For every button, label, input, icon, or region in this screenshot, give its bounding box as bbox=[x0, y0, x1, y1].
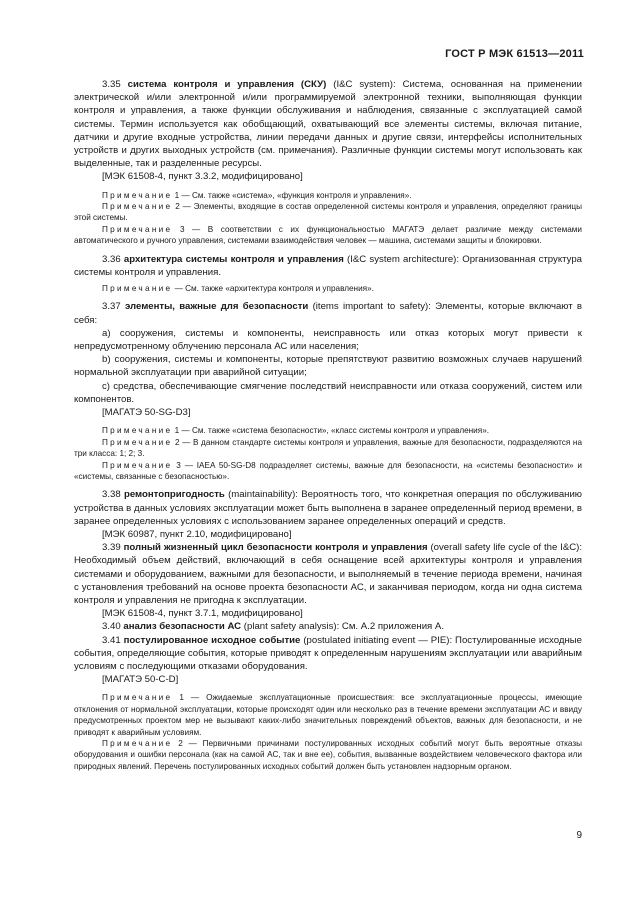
note: Примечание 2 — Элементы, входящие в состав определенной системы контроля и управления, определяют границы этой системы. bbox=[74, 202, 582, 223]
note: Примечание 1 — См. также «система безопасности», «класс системы контроля и управления». bbox=[102, 426, 490, 436]
term: система контроля и управления (СКУ) bbox=[127, 79, 327, 90]
source-reference: [МАГАТЭ 50-C-D] bbox=[102, 674, 179, 686]
definition-text: (items important to safety): Элементы, которые включают в себя: bbox=[74, 301, 583, 326]
page-number: 9 bbox=[576, 830, 582, 841]
term: ремонтопригодность bbox=[123, 489, 225, 501]
list-item-b: b) сооружения, системы и компоненты, которые препятствуют развитию возможных случаев нарушений нормальной эксплуатации при аварийной ситуации; bbox=[74, 354, 582, 379]
source-reference: [МЭК 60987, пункт 2.10, модифицировано] bbox=[102, 528, 292, 540]
clause-number: 3.38 bbox=[102, 489, 121, 501]
definition-3-38 bbox=[74, 488, 582, 528]
note: Примечание 3 — IAEA 50-SG-D8 подразделяет системы, важные для безопасности, на «системы безопасности» и «системы, связанные с безопасностью». bbox=[74, 460, 582, 481]
note: Примечание 1 — См. также «система», «функция контроля и управления». bbox=[102, 190, 412, 200]
clause-number: 3.37 bbox=[102, 301, 121, 313]
definition-3-35 bbox=[74, 78, 582, 170]
definition-text: (plant safety analysis): См. А.2 приложения А. bbox=[243, 621, 444, 633]
definition-text: (I&C system architecture): Организованная структура системы контроля и управления. bbox=[74, 253, 582, 278]
source-reference: [МАГАТЭ 50-SG-D3] bbox=[102, 407, 191, 419]
clause-number: 3.41 bbox=[102, 634, 121, 646]
clause-number: 3.36 bbox=[102, 253, 121, 265]
note: Примечание 2 — В данном стандарте системы контроля и управления, важные для безопасности, подразделяются на три класса: 1; 2; 3. bbox=[74, 437, 582, 459]
definition-3-41 bbox=[74, 634, 582, 674]
definition-3-37 bbox=[74, 300, 582, 326]
note: Примечание 3 — В соответствии с их функциональностью МАГАТЭ делает различие между системами автоматического и ручного управления, системами взаимодействия человек — машина, системами защиты и блокировки. bbox=[74, 224, 582, 246]
note: Примечание — См. также «архитектура контроля и управления». bbox=[102, 284, 374, 294]
document-body bbox=[74, 78, 582, 772]
definition-3-36 bbox=[74, 253, 582, 279]
standard-header: ГОСТ Р МЭК 61513—2011 bbox=[445, 48, 584, 60]
source-reference: [МЭК 61508-4, пункт 3.3.2, модифицировано] bbox=[102, 171, 303, 183]
clause-number: 3.39 bbox=[102, 542, 121, 554]
term: анализ безопасности АС bbox=[123, 621, 242, 633]
definition-text: (I&C system): Система, основанная на применении электрической и/или электронной и/или программируемой электронной техники, выполняющая функции контроля и управления, а также функции обслуживания и наблюдения, связанные с эксплуатацией самой системы. Термин используется как обобщающий, охватывающий все элементы системы, включая питание, датчики и другие входные устройства, линии передачи данных и другие связи, интерфейсы исполнительных устройств и других выходных устройств (см. примечания). Различные функции системы могут использовать как выделенные, так и разделенные ресурсы. bbox=[74, 79, 582, 170]
source-reference: [МЭК 61508-4, пункт 3.7.1, модифицировано] bbox=[102, 608, 303, 620]
term: элементы, важные для безопасности bbox=[124, 301, 309, 313]
clause-number: 3.35 bbox=[102, 79, 121, 90]
definition-3-39 bbox=[74, 541, 582, 607]
term: архитектура системы контроля и управления bbox=[123, 253, 344, 265]
definition-text: (maintainability): Вероятность того, что конкретная операция по обслуживанию устройства в данных условиях эксплуатации может быть выполнена в заранее определенный период времени, в заранее определенных условиях с использованием заранее определенных операций и средств. bbox=[74, 489, 583, 527]
clause-number: 3.40 bbox=[102, 621, 121, 633]
definition-text: (postulated initiating event — PIE): Постулированные исходные события, определяющие события, которые приводят к определенным нарушениям эксплуатации или аварийным условиям с последующими отказами оборудования. bbox=[74, 634, 582, 672]
definition-text: (overall safety life cycle of the I&C): Необходимый объем действий, включающий в себя оснащение всей архитектуры контроля и управления системами и оборудованием, важными для безопасности, и выполняемый в течение периода времени, начиная с установления требований на основе проекта безопасности АС, и заканчивая периодом, когда ни одна система контроля и управления не пригодна к эксплуатации. bbox=[74, 542, 583, 606]
list-item-c: c) средства, обеспечивающие смягчение последствий неисправности или отказа сооружений, систем или компонентов. bbox=[74, 380, 582, 405]
note: Примечание 2 — Первичными причинами постулированных исходных событий могут быть вероятные отказы оборудования и ошибки персонала (как на самой АС, так и вне ее), события, вызванные воздействием человеческого фактора или природных явлений. Перечень постулированных исходных событий должен быть установлен надзорным органом. bbox=[74, 739, 582, 771]
definition-3-40 bbox=[74, 620, 582, 633]
note: Примечание 1 — Ожидаемые эксплуатационные происшествия: все эксплуатационные процессы, имеющие отклонения от нормальной эксплуатации, которые происходят один или несколько раз в течение времени эксплуатации АС и ввиду предусмотренных проектом мер не вызывают каких-либо значительных повреждений объектов, важных для безопасности, и не приводят к аварийным условиям. bbox=[74, 693, 582, 737]
term: полный жизненный цикл безопасности контроля и управления bbox=[123, 542, 428, 554]
list-item-a: а) сооружения, системы и компоненты, неисправность или отказ которых могут привести к непредусмотренному облучению персонала АС или населения; bbox=[74, 327, 582, 353]
term: постулированное исходное событие bbox=[123, 634, 301, 646]
